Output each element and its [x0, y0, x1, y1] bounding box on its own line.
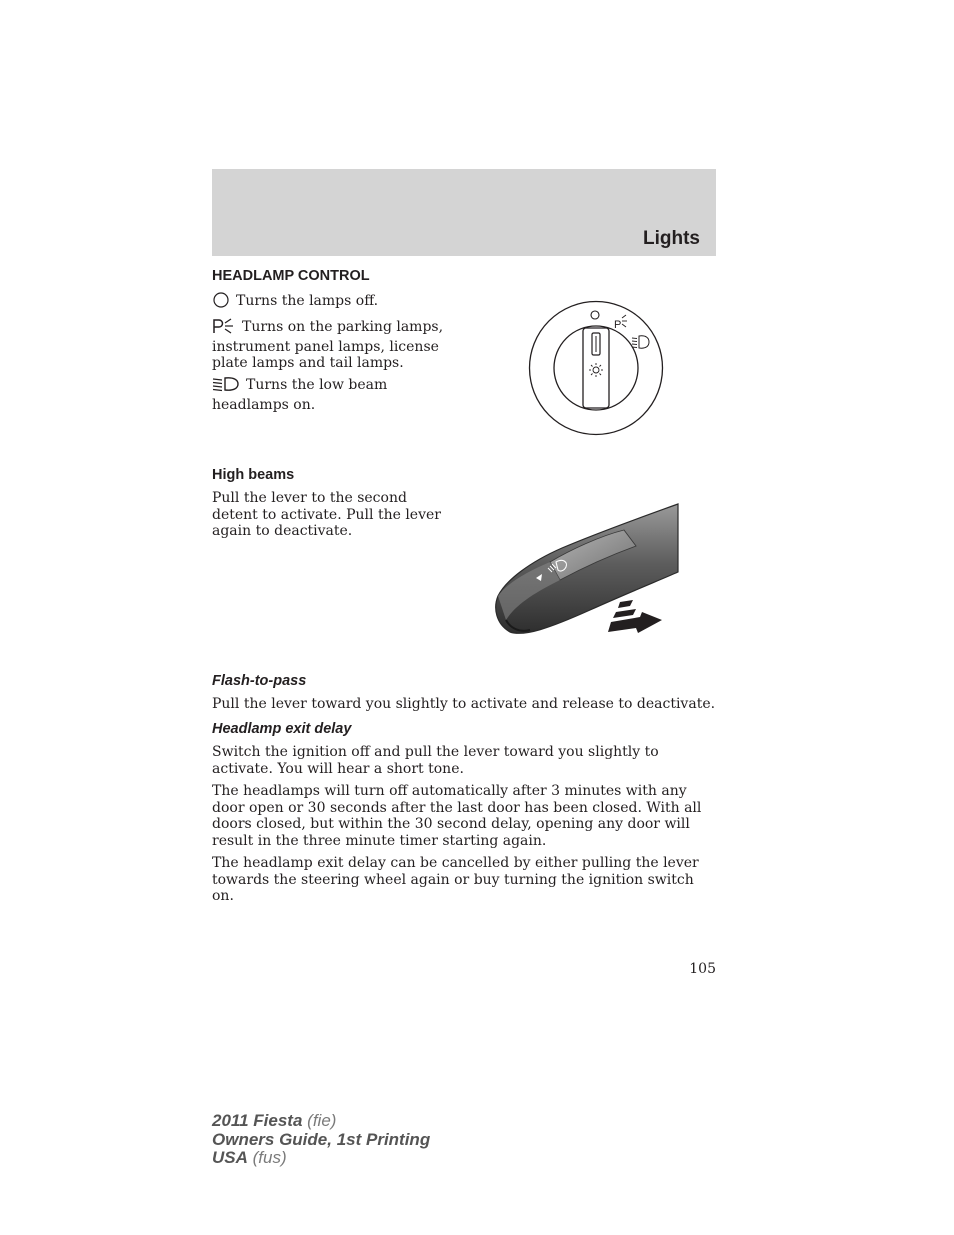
lamps-off-text: Turns the lamps off.: [236, 293, 379, 309]
pull-direction-arrow-icon: [608, 600, 662, 633]
low-beam-text: Turns the low beam headlamps on.: [212, 377, 388, 413]
parking-lamps-text: Turns on the parking lamps, instrument panel lamps, license plate lamps and tail lamps.: [212, 319, 444, 371]
section-header-band: [212, 169, 716, 256]
footer-model-code: (fie): [307, 1111, 337, 1130]
headlamp-exit-delay-heading: Headlamp exit delay: [212, 721, 352, 737]
page-number: 105: [689, 961, 716, 977]
lamps-off-item: [212, 292, 467, 313]
exit-delay-paragraph-1: Switch the ignition off and pull the lever toward you slightly to activate. You will hear a short tone.: [212, 744, 659, 777]
low-beam-icon: [212, 376, 240, 397]
footer-market-code: (fus): [252, 1148, 287, 1167]
parking-lamps-item: [212, 318, 467, 372]
high-beams-text: Pull the lever to the second detent to activate. Pull the lever again to deactivate.: [212, 490, 441, 539]
document-footer: [212, 1112, 430, 1168]
footer-line-3: [212, 1149, 430, 1168]
section-title: Lights: [643, 228, 700, 249]
footer-line-2: [212, 1131, 430, 1150]
high-beams-heading: High beams: [212, 467, 295, 483]
exit-delay-paragraph-2: The headlamps will turn off automatically after 3 minutes with any door open or 30 seconds after the last door has been closed. With all doors closed, but within the 30 second delay, opening any door will result in the three minute timer starting again.: [212, 783, 702, 849]
footer-guide: Owners Guide, 1st Printing: [212, 1129, 431, 1149]
flash-to-pass-heading: Flash-to-pass: [212, 673, 307, 689]
headlamp-dial-illustration: [528, 300, 664, 440]
parking-lamps-icon: [212, 318, 236, 339]
headlamp-control-heading: HEADLAMP CONTROL: [212, 268, 370, 284]
turn-signal-lever-illustration: [490, 500, 690, 644]
footer-market: USA: [212, 1148, 248, 1167]
low-beam-item: [212, 376, 467, 413]
off-circle-icon: [212, 292, 230, 313]
footer-model: 2011 Fiesta: [212, 1111, 303, 1130]
exit-delay-paragraph-3: The headlamp exit delay can be cancelled by either pulling the lever towards the steering wheel again or buy turning the ignition switch on.: [212, 855, 699, 904]
dial-parking-label: P: [614, 319, 622, 331]
footer-line-1: [212, 1112, 430, 1131]
flash-to-pass-text: Pull the lever toward you slightly to activate and release to deactivate.: [212, 696, 716, 712]
